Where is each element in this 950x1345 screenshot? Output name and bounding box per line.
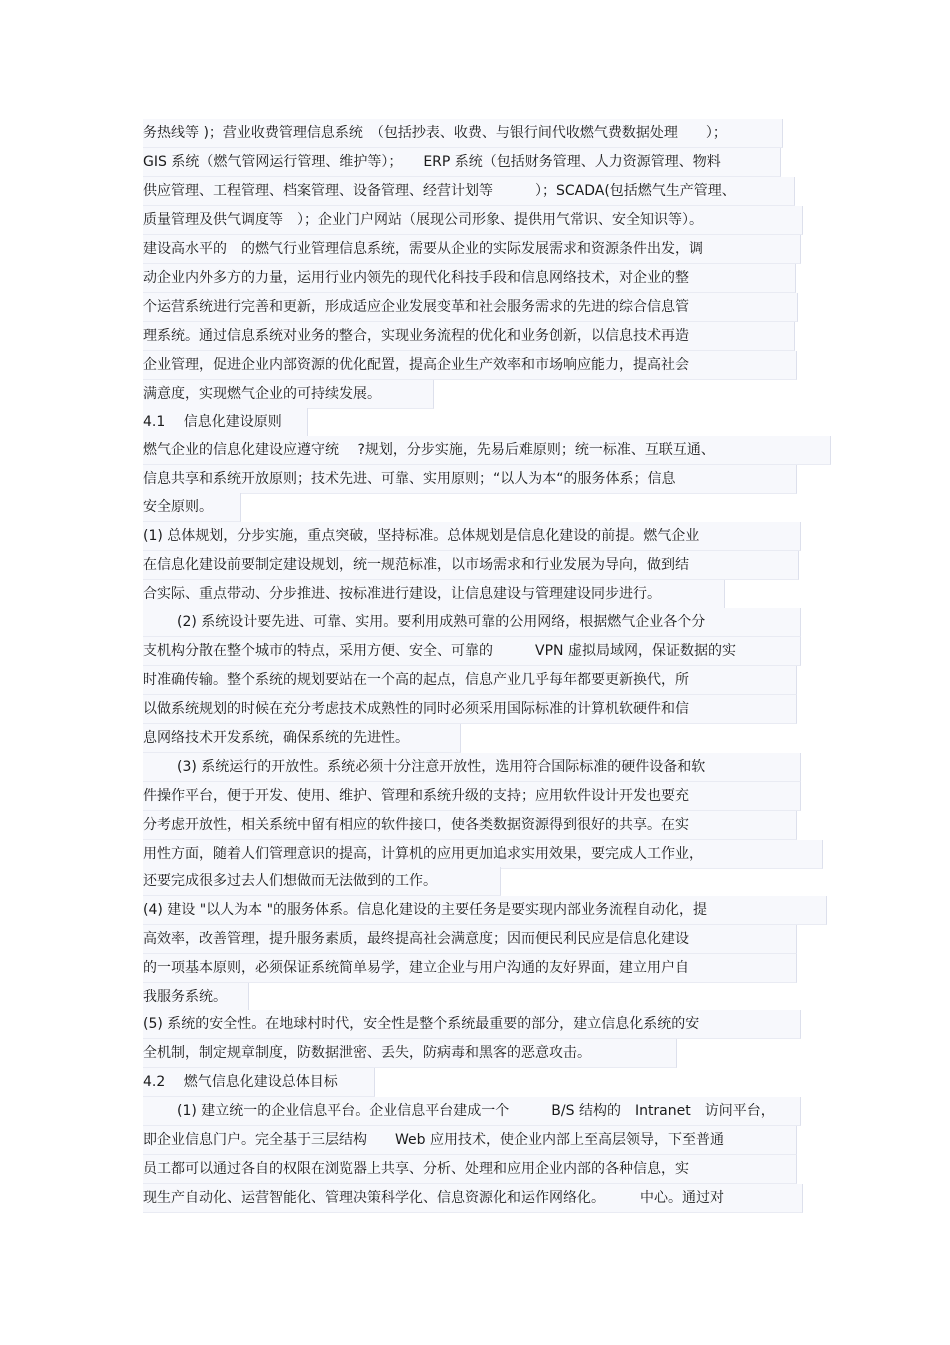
text-line-content: 我服务系统。	[143, 989, 227, 1005]
text-line-content: 即企业信息门户。完全基于三层结构 Web 应用技术，使企业内部上至高层领导，下至普通	[143, 1132, 724, 1148]
text-line-content: 动企业内外多方的力量，运用行业内领先的现代化科技手段和信息网络技术，对企业的整	[143, 270, 689, 286]
text-line-content: 的一项基本原则，必须保证系统简单易学，建立企业与用户沟通的友好界面，建立用户自	[143, 960, 689, 976]
text-line-content: (4) 建设 "以人为本 "的服务体系。信息化建设的主要任务是要实现内部业务流程自动化，提	[143, 902, 708, 918]
text-line	[143, 666, 797, 695]
text-line	[143, 522, 801, 551]
text-line	[143, 264, 796, 293]
text-line-content: GIS 系统（燃气管网运行管理、维护等）； ERP 系统（包括财务管理、人力资源管理、物料	[143, 154, 721, 170]
text-line-content: 现生产自动化、运营智能化、管理决策科学化、信息资源化和运作网络化。 中心。通过对	[143, 1190, 724, 1206]
text-line	[143, 380, 434, 409]
text-line-content: 燃气企业的信息化建设应遵守统 ?规划，分步实施，先易后难原则；统一标准、互联互通、	[143, 442, 715, 458]
text-line	[143, 1097, 801, 1126]
text-line	[143, 724, 461, 753]
text-line-content: 全机制，制定规章制度，防数据泄密、丢失，防病毒和黑客的恶意攻击。	[143, 1045, 591, 1061]
text-line	[143, 608, 801, 637]
text-line	[143, 119, 783, 148]
text-line-content: 信息共享和系统开放原则；技术先进、可靠、实用原则；“以人为本“的服务体系；信息	[143, 471, 676, 487]
text-line-content: 务热线等 )；营业收费管理信息系统 （包括抄表、收费、与银行间代收燃气费数据处理 ）；	[143, 125, 727, 141]
section-heading	[143, 1068, 375, 1097]
text-line-content: 分考虑开放性，相关系统中留有相应的软件接口，使各类数据资源得到很好的共享。在实	[143, 817, 689, 833]
text-line-content: 时准确传输。整个系统的规划要站在一个高的起点，信息产业几乎每年都要更新换代，所	[143, 672, 689, 688]
text-line	[143, 293, 798, 322]
text-line	[143, 840, 823, 869]
text-line	[143, 1155, 797, 1184]
text-line	[143, 1126, 797, 1155]
text-line	[143, 753, 801, 782]
text-line	[143, 1184, 803, 1213]
text-line-content: 安全原则。	[143, 499, 213, 515]
text-line	[143, 925, 797, 954]
text-line	[143, 867, 501, 896]
text-line	[143, 1039, 677, 1068]
text-line	[143, 177, 795, 206]
text-line	[143, 695, 797, 724]
text-line-content: 件操作平台，便于开发、使用、维护、管理和系统升级的支持；应用软件设计开发也要充	[143, 788, 689, 804]
section-heading-text: 4.2 燃气信息化建设总体目标	[143, 1074, 338, 1090]
text-line-content: (5) 系统的安全性。在地球村时代，安全性是整个系统最重要的部分，建立信息化系统的安	[143, 1016, 700, 1032]
text-line	[143, 322, 795, 351]
text-line-content: 理系统。通过信息系统对业务的整合，实现业务流程的优化和业务创新，以信息技术再造	[143, 328, 689, 344]
text-line	[143, 351, 797, 380]
text-line	[143, 637, 801, 666]
text-line-content: 还要完成很多过去人们想做而无法做到的工作。	[143, 873, 437, 889]
text-line-content: (3) 系统运行的开放性。系统必须十分注意开放性，选用符合国际标准的硬件设备和软	[177, 759, 706, 775]
text-line-content: 以做系统规划的时候在充分考虑技术成熟性的同时必须采用国际标准的计算机软硬件和信	[143, 701, 689, 717]
text-line-content: 企业管理，促进企业内部资源的优化配置，提高企业生产效率和市场响应能力，提高社会	[143, 357, 689, 373]
text-line	[143, 235, 801, 264]
text-line-content: 支机构分散在整个城市的特点，采用方便、安全、可靠的 VPN 虚拟局域网，保证数据的实	[143, 643, 736, 659]
text-line-content: (1) 总体规划，分步实施，重点突破，坚持标准。总体规划是信息化建设的前提。燃气企业	[143, 528, 700, 544]
text-line-content: (1) 建立统一的企业信息平台。企业信息平台建成一个 B/S 结构的 Intranet 访问平台，	[177, 1103, 775, 1119]
text-line	[143, 493, 241, 522]
text-line-content: 用性方面，随着人们管理意识的提高，计算机的应用更加追求实用效果，要完成人工作业，	[143, 846, 703, 862]
text-line-content: 息网络技术开发系统，确保系统的先进性。	[143, 730, 409, 746]
text-line-content: 个运营系统进行完善和更新，形成适应企业发展变革和社会服务需求的先进的综合信息管	[143, 299, 689, 315]
text-line	[143, 782, 801, 811]
text-line	[143, 896, 827, 925]
text-line	[143, 436, 831, 465]
text-line	[143, 551, 799, 580]
text-line	[143, 580, 725, 609]
text-line-content: (2) 系统设计要先进、可靠、实用。要利用成熟可靠的公用网络，根据燃气企业各个分	[177, 614, 706, 630]
text-line	[143, 148, 781, 177]
text-line-content: 建设高水平的 的燃气行业管理信息系统，需要从企业的实际发展需求和资源条件出发，调	[143, 241, 703, 257]
text-line-content: 合实际、重点带动、分步推进、按标准进行建设，让信息建设与管理建设同步进行。	[143, 586, 661, 602]
text-line	[143, 954, 797, 983]
text-line-content: 满意度，实现燃气企业的可持续发展。	[143, 386, 381, 402]
text-line-content: 高效率，改善管理，提升服务素质，最终提高社会满意度；因而便民利民应是信息化建设	[143, 931, 689, 947]
text-line-content: 质量管理及供气调度等 ）；企业门户网站（展现公司形象、提供用气常识、安全知识等）。	[143, 212, 703, 228]
text-line	[143, 206, 803, 235]
text-line-content: 员工都可以通过各自的权限在浏览器上共享、分析、处理和应用企业内部的各种信息，实	[143, 1161, 689, 1177]
text-line	[143, 811, 797, 840]
text-line-content: 供应管理、工程管理、档案管理、设备管理、经营计划等 ）；SCADA(包括燃气生产管理、	[143, 183, 736, 199]
text-line	[143, 983, 249, 1012]
text-line	[143, 1010, 801, 1039]
text-line	[143, 465, 797, 494]
text-line-content: 在信息化建设前要制定建设规划，统一规范标准，以市场需求和行业发展为导向，做到结	[143, 557, 689, 573]
section-heading-text: 4.1 信息化建设原则	[143, 414, 282, 430]
section-heading	[143, 408, 308, 437]
